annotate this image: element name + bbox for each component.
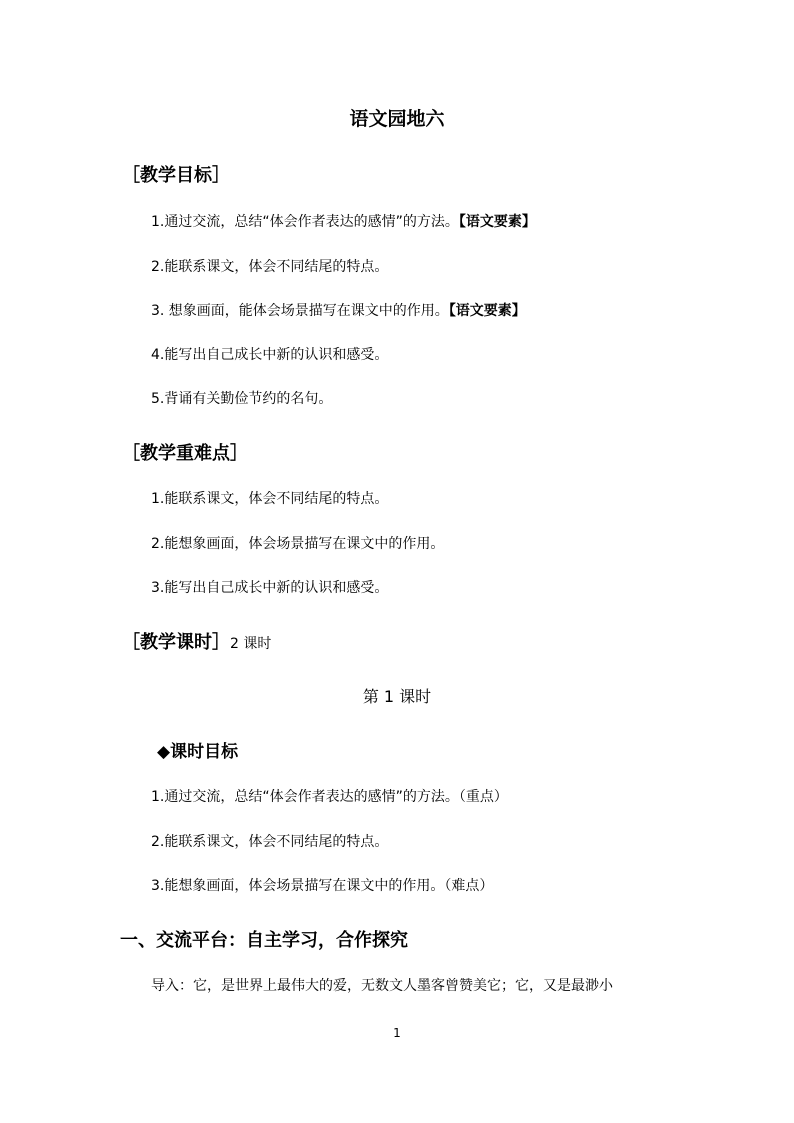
lesson-objective-item-2: 2.能联系课文，体会不同结尾的特点。 — [151, 834, 389, 850]
hours-value: 2 课时 — [230, 636, 272, 652]
goal-text: 3. 想象画面，能体会场景描写在课文中的作用。 — [151, 303, 449, 319]
goal-tag: 【语文要素】 — [458, 214, 536, 230]
goal-item-5 — [151, 389, 332, 409]
lesson-title: 第 1 课时 — [362, 687, 432, 706]
lesson-objectives-heading: ◆课时目标 — [157, 742, 239, 762]
goal-item-2 — [151, 257, 388, 277]
key-point-item-1: 1.能联系课文，体会不同结尾的特点。 — [151, 491, 389, 507]
goal-text: 2.能联系课文，体会不同结尾的特点。 — [151, 259, 389, 275]
goal-text: 4.能写出自己成长中新的认识和感受。 — [151, 347, 389, 363]
intro-paragraph: 导入：它，是世界上最伟大的爱，无数文人墨客曾赞美它；它，又是最渺小 — [151, 978, 613, 994]
goals-heading: ［教学目标］ — [122, 165, 230, 186]
lesson-objective-item-1: 1.通过交流，总结“体会作者表达的感情”的方法。（重点） — [151, 789, 508, 805]
section-heading: 一、交流平台：自主学习，合作探究 — [120, 930, 408, 951]
goal-item-3 — [151, 301, 526, 321]
goal-text: 5.背诵有关勤俭节约的名句。 — [151, 391, 333, 407]
goal-item-4 — [151, 345, 388, 365]
key-points-heading: ［教学重难点］ — [122, 443, 248, 464]
goal-text: 1.通过交流，总结“体会作者表达的感情”的方法。 — [151, 214, 459, 230]
goal-item-1 — [151, 212, 536, 232]
hours-line — [122, 628, 271, 654]
key-point-item-2: 2.能想象画面，体会场景描写在课文中的作用。 — [151, 536, 445, 552]
key-point-item-3: 3.能写出自己成长中新的认识和感受。 — [151, 580, 389, 596]
page-number: 1 — [393, 1026, 401, 1040]
goal-tag: 【语文要素】 — [448, 303, 526, 319]
page-title: 语文园地六 — [349, 108, 445, 130]
lesson-objective-item-3: 3.能想象画面，体会场景描写在课文中的作用。（难点） — [151, 878, 494, 894]
hours-heading: ［教学课时］ — [122, 632, 230, 653]
